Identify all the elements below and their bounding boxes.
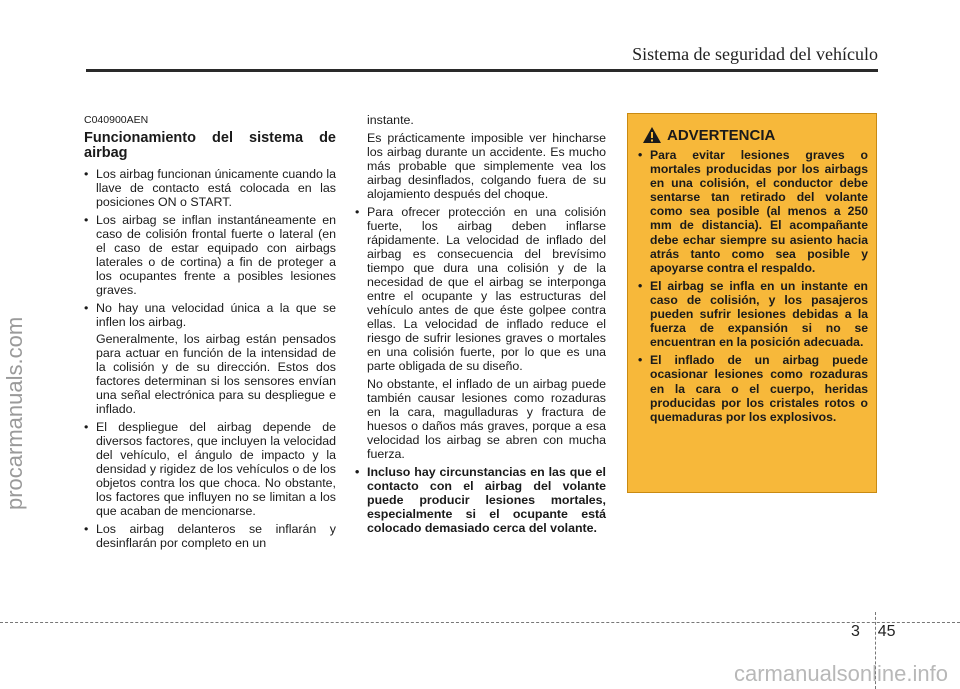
column-middle <box>355 113 606 539</box>
paragraph: Generalmente, los airbag están pensados para actuar en función de la intensidad de la colisión y de su dirección. Estos dos factores determinan si los sensores envían una señal electrónica para su despliegue e inflado. <box>96 332 336 416</box>
warning-list <box>638 148 868 428</box>
paragraph: No obstante, el inflado de un airbag puede también causar lesiones como rozaduras en la cara, magulladuras y fractura de huesos o daños más graves, porque a esa velocidad los airbag se abren con mucha fuerza. <box>367 377 606 461</box>
paragraph: instante. <box>367 113 414 127</box>
section-code: C040900AEN <box>84 114 149 126</box>
bullet-item: • Para ofrecer protección en una colisión fuerte, los airbag deben inflarse rápidamente. La velocidad de inflado del airbag es consecuencia del brevísimo tiempo que dura una colisión y de la necesidad de que el airbag se interponga entre el ocupante y las estructuras del vehículo antes de que éste golpee contra ellas. La velocidad de inflado reduce el riesgo de sufrir lesiones graves o mortales en una colisión fuerte, por lo que es una parte obligada de su diseño. <box>355 205 606 373</box>
bullet-item: • Los airbag funcionan únicamente cuando la llave de contacto está colocada en las posiciones ON o START. <box>84 167 336 209</box>
footer-rule <box>0 622 960 623</box>
warning-item: • El airbag se infla en un instante en caso de colisión, y los pasajeros pueden sufrir lesiones debidas a la fuerza de expansión si no se encuentran en la posición adecuada. <box>638 278 868 350</box>
bullet-item: • Los airbag se inflan instantáneamente en caso de colisión frontal fuerte o lateral (en el caso de estar equipado con airbags laterales o de cortina) a fin de proteger a los ocupantes frente a posibles lesiones graves. <box>84 213 336 297</box>
bullet-text: Los airbag delanteros se inflarán y desinflarán por completo en un <box>96 522 336 550</box>
bullet-text: Los airbag se inflan instantáneamente en caso de colisión frontal fuerte o lateral (en el caso de estar equipado con airbags laterales o de cortina) a fin de proteger a los ocupantes frente a posibles lesiones graves. <box>96 213 336 297</box>
bullet-text: No hay una velocidad única a la que se inflen los airbag. <box>96 301 336 329</box>
chapter-number: 3 <box>851 623 860 640</box>
bullet-text: Para ofrecer protección en una colisión fuerte, los airbag deben inflarse rápidamente. La velocidad de inflado del airbag es consecuencia del brevísimo tiempo que dura una colisión y de la necesidad de que el airbag se interponga entre el ocupante y las estructuras del vehículo antes de que éste golpee contra ellas. La velocidad de inflado reduce el riesgo de sufrir lesiones graves o mortales en una colisión fuerte, por lo que es una parte obligada de su diseño. <box>367 205 606 373</box>
bullet-text: El despliegue del airbag depende de diversos factores, que incluyen la velocidad del vehículo, el ángulo de impacto y la densidad y rigidez de los vehículos o de los objetos contra los que choca. No obstante, los factores que influyen no se limitan a los que acaban de mencionarse. <box>96 420 336 518</box>
page-number-value: 45 <box>877 623 896 640</box>
bullet-item: • Los airbag delanteros se inflarán y desinflarán por completo en un <box>84 522 336 550</box>
header-title: Sistema de seguridad del vehículo <box>632 44 878 64</box>
warning-item-text: Para evitar lesiones graves o mortales producidas por los airbags en una colisión, el conductor debe sentarse tan retirado del volante como sea posible (al menos a 250 mm de distancia). El acompañante debe echar siempre su asiento hacia atrás tanto como sea posible y apoyarse contra el respaldo. <box>650 148 868 275</box>
bullet-text: Los airbag funcionan únicamente cuando la llave de contacto está colocada en las posiciones ON o START. <box>96 167 336 209</box>
warning-item-text: El inflado de un airbag puede ocasionar lesiones como rozaduras en la cara o el cuerpo, heridas producidas por los cristales rotos o quemaduras por los explosivos. <box>650 353 868 424</box>
page-number <box>851 623 895 641</box>
paragraph: Es prácticamente imposible ver hincharse los airbag durante un accidente. Es mucho más probable que simplemente vea los airbag desinflados, colgando fuera de su alojamiento después del choque. <box>367 131 606 201</box>
bullet-item: • El despliegue del airbag depende de diversos factores, que incluyen la velocidad del vehículo, el ángulo de impacto y la densidad y rigidez de los vehículos o de los objetos contra los que choca. No obstante, los factores que influyen no se limitan a los que acaban de mencionarse. <box>84 420 336 518</box>
warning-box <box>627 113 877 493</box>
warning-item: • Para evitar lesiones graves o mortales producidas por los airbags en una colisión, el conductor debe sentarse tan retirado del volante como sea posible (al menos a 250 mm de distancia). El acompañante debe echar siempre su asiento hacia atrás tanto como sea posible y apoyarse contra el respaldo. <box>638 148 868 275</box>
bottom-watermark: carmanualsonline.info <box>733 661 948 686</box>
header-rule <box>86 69 878 72</box>
warning-title: ADVERTENCIA <box>667 126 776 144</box>
warning-item-text: El airbag se infla en un instante en caso de colisión, y los pasajeros pueden sufrir lesiones debidas a la fuerza de expansión si no se encuentran en la posición adecuada. <box>650 278 868 350</box>
side-watermark <box>2 316 42 550</box>
column-left <box>84 113 336 554</box>
warning-item: • El inflado de un airbag puede ocasionar lesiones como rozaduras en la cara o el cuerpo, heridas producidas por los cristales rotos o quemaduras por los explosivos. <box>638 353 868 424</box>
bullet-item: • No hay una velocidad única a la que se inflen los airbag. <box>84 301 336 329</box>
bullet-text: Incluso hay circunstancias en las que el contacto con el airbag del volante puede producir lesiones mortales, especialmente si el ocupante está colocado demasiado cerca del volante. <box>367 465 606 535</box>
bullet-item: • Incluso hay circunstancias en las que el contacto con el airbag del volante puede producir lesiones mortales, especialmente si el ocupante está colocado demasiado cerca del volante. <box>355 465 606 535</box>
section-title: Funcionamiento del sistema de airbag <box>84 130 336 161</box>
warning-header <box>642 126 775 144</box>
warning-triangle-icon <box>642 126 662 144</box>
side-watermark-text: procarmanuals.com <box>2 316 27 510</box>
